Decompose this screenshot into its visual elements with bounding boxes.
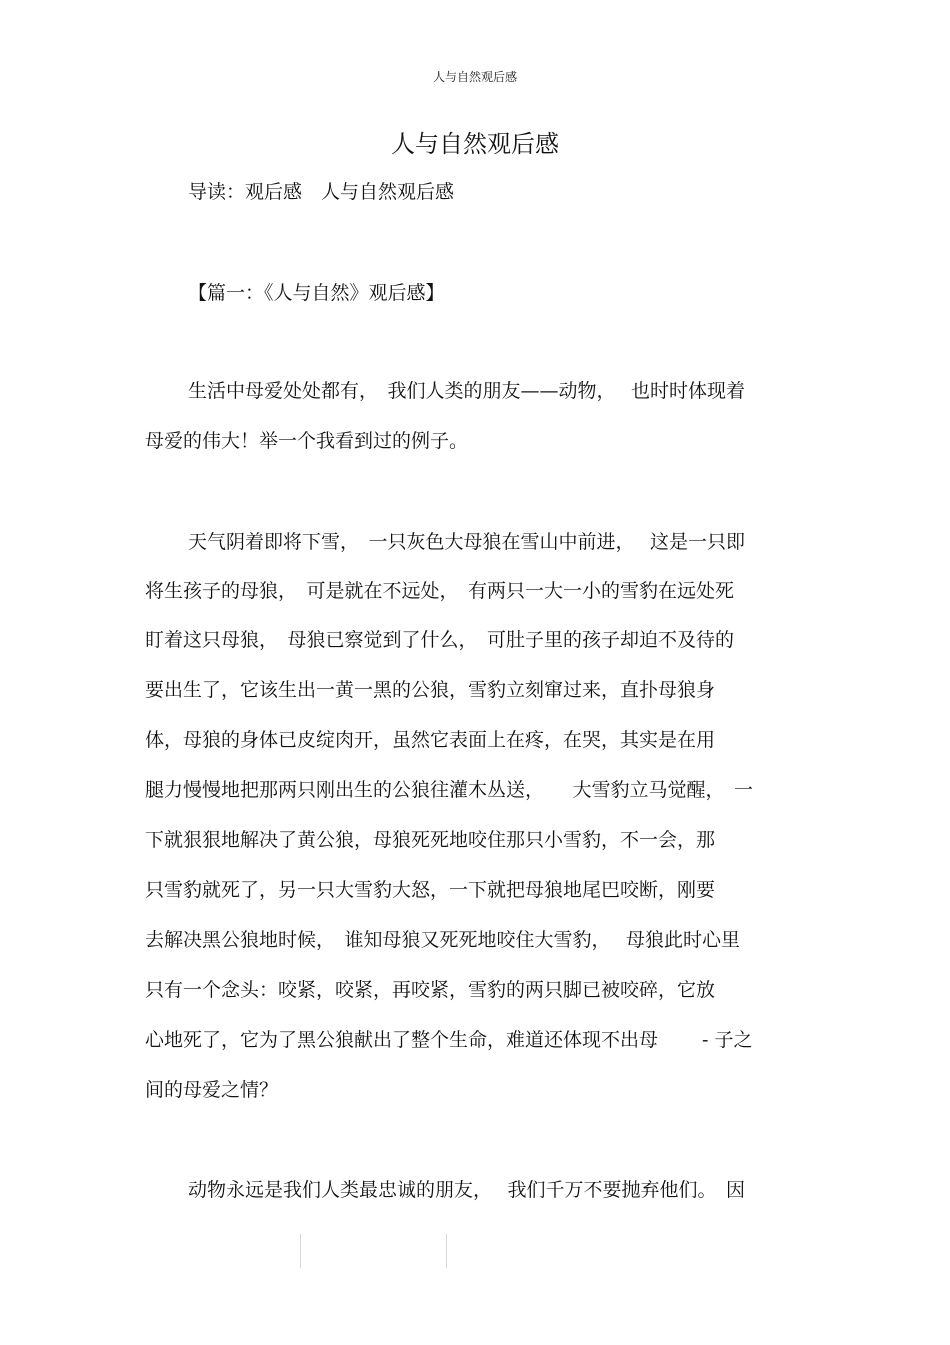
- text-line: 去解决黑公狼地时候， 谁知母狼又死死地咬住大雪豹， 母狼此时心里: [145, 929, 741, 951]
- divider: [446, 1234, 447, 1268]
- text-line: 生活中母爱处处都有， 我们人类的朋友——动物， 也时时体现着: [188, 380, 746, 402]
- running-header: 人与自然观后感: [432, 70, 517, 84]
- text-line: 母爱的伟大！举一个我看到过的例子。: [145, 430, 469, 452]
- text-line: 体，母狼的身体已皮绽肉开，虽然它表面上在疼，在哭，其实是在用: [145, 729, 716, 751]
- text-line: 将生孩子的母狼， 可是就在不远处， 有两只一大一小的雪豹在远处死: [145, 580, 735, 602]
- text-line: 心地死了，它为了黑公狼献出了整个生命，难道还体现不出母 - 子之: [145, 1029, 753, 1051]
- text-line: 只雪豹就死了，另一只大雪豹大怒，一下就把母狼地尾巴咬断，刚要: [145, 879, 716, 901]
- text-line: 间的母爱之情？: [145, 1079, 279, 1101]
- text-line: 腿力慢慢地把那两只刚出生的公狼往灌木丛送， 大雪豹立马觉醒， 一: [145, 779, 754, 801]
- text-line: 动物永远是我们人类最忠诚的朋友， 我们千万不要抛弃他们。 因: [188, 1179, 746, 1201]
- lead-line: 导读：观后感 人与自然观后感: [188, 181, 455, 203]
- divider: [300, 1234, 301, 1268]
- text-line: 盯着这只母狼， 母狼已察觉到了什么， 可肚子里的孩子却迫不及待的: [145, 629, 735, 651]
- section-heading: 【篇一：《人与自然》观后感】: [188, 282, 445, 304]
- text-line: 天气阴着即将下雪， 一只灰色大母狼在雪山中前进， 这是一只即: [188, 531, 746, 553]
- text-line: 下就狠狠地解决了黄公狼，母狼死死地咬住那只小雪豹，不一会，那: [145, 829, 716, 851]
- text-line: 要出生了，它该生出一黄一黑的公狼，雪豹立刻窜过来，直扑母狼身: [145, 679, 716, 701]
- text-line: 只有一个念头：咬紧，咬紧，再咬紧，雪豹的两只脚已被咬碎，它放: [145, 979, 716, 1001]
- document-title: 人与自然观后感: [391, 130, 559, 158]
